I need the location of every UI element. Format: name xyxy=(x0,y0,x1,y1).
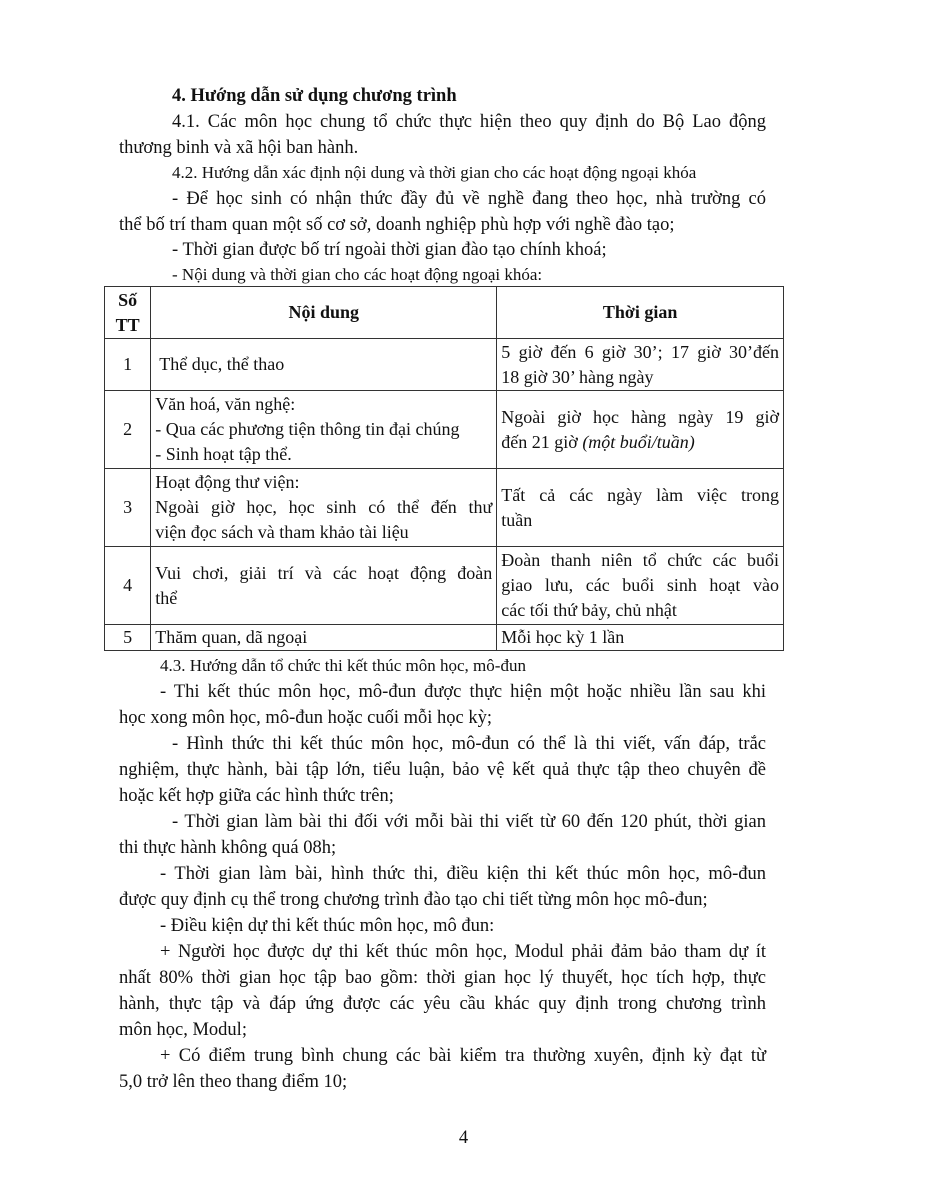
section-title: 4. Hướng dẫn sử dụng chương trình xyxy=(172,86,457,106)
exam-1-line-2: học xong môn học, mô-đun hoặc cuối mỗi học kỳ; xyxy=(119,708,493,728)
exam-2-line-1: - Hình thức thi kết thúc môn học, mô-đun có thể là thi viết, vấn đáp, trắc xyxy=(172,734,766,754)
row-content xyxy=(151,469,497,547)
row-content-line-2: thể xyxy=(155,587,178,608)
row-content xyxy=(151,547,497,625)
paragraph-4-1-line-1: 4.1. Các môn học chung tổ chức thực hiện theo quy định do Bộ Lao động xyxy=(172,112,766,132)
exam-7-line-2: 5,0 trở lên theo thang điểm 10; xyxy=(119,1072,348,1092)
row-time-line-1: Đoàn thanh niên tổ chức các buổi xyxy=(501,550,779,570)
table-row xyxy=(105,339,784,391)
paragraph-4-3: 4.3. Hướng dẫn tổ chức thi kết thúc môn học, mô-đun xyxy=(160,656,526,675)
table-header-row xyxy=(105,287,784,339)
exam-3-line-1: - Thời gian làm bài thi đối với mỗi bài thi viết từ 60 đến 120 phút, thời gian xyxy=(172,812,766,832)
row-time-line-2: 18 giờ 30’ hàng ngày xyxy=(501,366,654,387)
row-content-line-2: Ngoài giờ học, học sinh có thể đến thư xyxy=(155,497,493,517)
header-stt xyxy=(105,287,151,339)
row-content-line-1: Hoạt động thư viện: xyxy=(155,472,300,492)
exam-1-line-1: - Thi kết thúc môn học, mô-đun được thực hiện một hoặc nhiều lần sau khi xyxy=(160,682,766,702)
row-stt: 5 xyxy=(105,625,151,651)
activities-table xyxy=(104,286,784,651)
row-time xyxy=(497,391,784,469)
exam-4-line-2: được quy định cụ thể trong chương trình đào tạo chi tiết từng môn học mô-đun; xyxy=(119,890,708,910)
exam-7-line-1: + Có điểm trung bình chung các bài kiểm tra thường xuyên, định kỳ đạt từ xyxy=(160,1046,766,1066)
row-time-line-1: Tất cả các ngày làm việc trong xyxy=(501,484,779,505)
page-number: 4 xyxy=(458,1128,469,1148)
row-time-italic: (một buổi/tuần) xyxy=(582,431,695,452)
row-time xyxy=(497,339,784,391)
row-time-line-2: giao lưu, các buổi sinh hoạt vào xyxy=(501,575,779,595)
row-content: Thăm quan, dã ngoại xyxy=(151,625,497,651)
bullet-3: - Nội dung và thời gian cho các hoạt động ngoại khóa: xyxy=(172,265,543,284)
exam-6-line-2: nhất 80% thời gian học tập bao gồm: thời gian học lý thuyết, học tích hợp, thực xyxy=(119,968,766,988)
row-stt: 2 xyxy=(105,391,151,469)
exam-3-line-2: thi thực hành không quá 08h; xyxy=(119,838,337,858)
row-stt: 3 xyxy=(105,469,151,547)
exam-4-line-1: - Thời gian làm bài, hình thức thi, điều kiện thi kết thúc môn học, mô-đun xyxy=(160,864,766,884)
header-stt-line-2: TT xyxy=(115,314,140,335)
table-row xyxy=(105,625,784,651)
row-time-line-1: 5 giờ đến 6 giờ 30’; 17 giờ 30’đến xyxy=(501,341,779,362)
row-time-text: đến 21 giờ xyxy=(501,431,578,452)
header-stt-line-1: Số xyxy=(118,289,138,310)
table-row xyxy=(105,391,784,469)
paragraph-4-1-line-2: thương binh và xã hội ban hành. xyxy=(119,138,359,158)
row-content xyxy=(151,391,497,469)
row-stt: 4 xyxy=(105,547,151,625)
row-time xyxy=(497,469,784,547)
row-content-line-3: - Sinh hoạt tập thể. xyxy=(155,444,292,464)
row-time-line-3: các tối thứ bảy, chủ nhật xyxy=(501,600,677,620)
exam-2-line-3: hoặc kết hợp giữa các hình thức trên; xyxy=(119,786,394,806)
row-content-line-2: - Qua các phương tiện thông tin đại chúng xyxy=(155,419,460,439)
row-time-line-2: tuần xyxy=(501,509,533,530)
table-row xyxy=(105,547,784,625)
row-time: Mỗi học kỳ 1 lần xyxy=(497,625,784,651)
row-content-line-1: Văn hoá, văn nghệ: xyxy=(155,394,296,414)
table-row xyxy=(105,469,784,547)
header-time: Thời gian xyxy=(497,287,784,339)
exam-5: - Điều kiện dự thi kết thúc môn học, mô đun: xyxy=(160,916,495,936)
row-time-line-1: Ngoài giờ học hàng ngày 19 giờ xyxy=(501,406,779,427)
bullet-1-line-2: thể bố trí tham quan một số cơ sở, doanh nghiệp phù hợp với nghề đào tạo; xyxy=(119,215,675,235)
exam-6-line-1: + Người học được dự thi kết thúc môn học, Modul phải đảm bảo tham dự ít xyxy=(160,942,766,962)
row-content xyxy=(151,339,497,391)
header-content: Nội dung xyxy=(151,287,497,339)
row-content-line-3: viện đọc sách và tham khảo tài liệu xyxy=(155,522,409,542)
row-time-line-2 xyxy=(501,430,779,455)
exam-2-line-2: nghiệm, thực hành, bài tập lớn, tiểu luận, bảo vệ kết quả thực tập theo chuyên đề xyxy=(119,760,766,780)
exam-6-line-3: hành, thực tập và đáp ứng được các yêu cầu khác quy định trong chương trình xyxy=(119,994,766,1014)
exam-6-line-4: môn học, Modul; xyxy=(119,1020,247,1040)
row-time xyxy=(497,547,784,625)
bullet-2: - Thời gian được bố trí ngoài thời gian đào tạo chính khoá; xyxy=(172,240,607,260)
row-stt: 1 xyxy=(105,339,151,391)
paragraph-4-2: 4.2. Hướng dẫn xác định nội dung và thời gian cho các hoạt động ngoại khóa xyxy=(172,163,697,182)
row-content-line: Thể dục, thể thao xyxy=(159,354,285,374)
bullet-1-line-1: - Để học sinh có nhận thức đầy đủ về nghề đang theo học, nhà trường có xyxy=(172,189,766,209)
row-content-line-1: Vui chơi, giải trí và các hoạt động đoàn xyxy=(155,562,493,583)
